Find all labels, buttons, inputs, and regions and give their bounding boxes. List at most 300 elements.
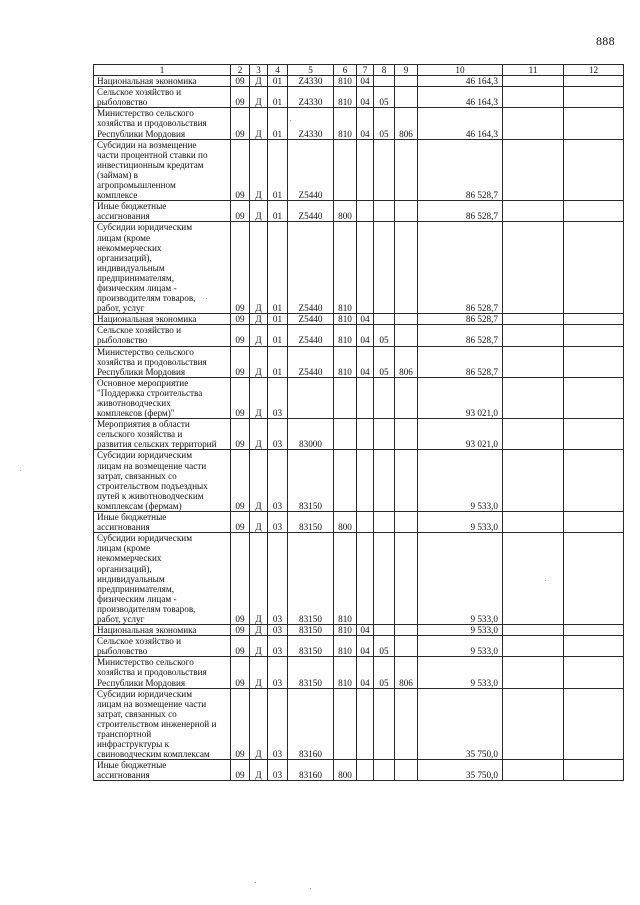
code-cell-c6: 810 [334,533,357,625]
row-name-line: ассигнования [97,770,150,781]
code-cell-c9: 806 [395,108,418,139]
code-cell-c7 [357,139,374,201]
column-header: 11 [503,65,564,76]
empty-cell-c11 [503,87,564,108]
row-name-line: хозяйства и продовольствия [97,356,207,367]
code-cell-c3: Д [250,108,268,139]
row-name-cell [94,139,231,201]
table-row [94,688,624,760]
row-name-line: затрат, связанных со [97,470,177,481]
empty-cell-c11 [503,325,564,346]
code-cell-c2: 09 [231,201,250,222]
header-row [94,65,624,76]
row-name-line: лицам (кроме [97,232,151,243]
row-name-line: работ, услуг [97,303,145,314]
code-cell-c6: 800 [334,512,357,533]
empty-cell-c11 [503,377,564,418]
empty-cell-c12 [564,377,624,418]
code-cell-c4: 03 [268,625,288,636]
empty-cell-c12 [564,108,624,139]
row-name-line: Иные бюджетные [97,760,167,771]
empty-cell-c11 [503,512,564,533]
empty-cell-c12 [564,325,624,346]
empty-cell-c11 [503,108,564,139]
row-name-line: части процентной ставки по [97,149,208,160]
row-name-line: рыболовство [97,97,148,108]
code-cell-c9 [395,419,418,450]
empty-cell-c12 [564,450,624,512]
code-cell-c5: 83150 [288,450,334,512]
row-name-cell [94,533,231,625]
code-cell-c7 [357,377,374,418]
code-cell-c8 [374,760,395,781]
table-row [94,87,624,108]
code-cell-c9 [395,87,418,108]
code-cell-c3: Д [250,201,268,222]
amount-cell: 93 021,0 [418,419,503,450]
amount-cell: 86 528,7 [418,346,503,377]
row-name-cell [94,760,231,781]
code-cell-c6: 810 [334,636,357,657]
code-cell-c2: 09 [231,450,250,512]
code-cell-c6 [334,377,357,418]
row-name-cell [94,688,231,760]
code-cell-c5: Z4330 [288,76,334,87]
row-name-line: Сельское хозяйство и [97,325,182,336]
code-cell-c5: Z4330 [288,87,334,108]
row-name-line: Основное мероприятие [97,377,189,388]
table-row [94,222,624,314]
row-name-line: физическим лицам - [97,282,177,293]
table-row [94,139,624,201]
code-cell-c5: 83150 [288,636,334,657]
row-name-cell [94,201,231,222]
row-name-line: Субсидии на возмещение [97,139,197,150]
column-header: 1 [94,65,231,76]
code-cell-c6: 810 [334,108,357,139]
row-name-line: "Поддержка строительства [97,387,203,398]
code-cell-c5: 83000 [288,419,334,450]
row-name-line: агропромышленном [97,180,176,191]
code-cell-c9 [395,325,418,346]
row-name-line: предпринимателям, [97,272,175,283]
empty-cell-c12 [564,87,624,108]
amount-cell: 9 533,0 [418,636,503,657]
column-header: 6 [334,65,357,76]
row-name-line: лицам (кроме [97,543,151,554]
table-row [94,325,624,346]
code-cell-c7 [357,533,374,625]
code-cell-c5: Z5440 [288,201,334,222]
empty-cell-c12 [564,636,624,657]
row-name-line: Республики Мордовия [97,677,186,688]
amount-cell: 86 528,7 [418,139,503,201]
row-name-line: Мероприятия в области [97,419,190,430]
page-number: 888 [596,34,615,48]
code-cell-c7 [357,450,374,512]
code-cell-c2: 09 [231,346,250,377]
code-cell-c7: 04 [357,108,374,139]
scan-speck [255,882,256,883]
code-cell-c7: 04 [357,314,374,325]
code-cell-c3: Д [250,314,268,325]
row-name-line: рыболовство [97,646,148,657]
row-name-cell [94,625,231,636]
code-cell-c3: Д [250,377,268,418]
code-cell-c3: Д [250,346,268,377]
row-name-line: Национальная экономика [97,314,197,325]
row-name-cell [94,450,231,512]
empty-cell-c12 [564,419,624,450]
code-cell-c2: 09 [231,222,250,314]
table-row [94,625,624,636]
row-name-line: организаций), [97,563,152,574]
row-name-cell [94,419,231,450]
row-name-cell [94,325,231,346]
code-cell-c6 [334,450,357,512]
code-cell-c5: Z5440 [288,314,334,325]
table-row [94,76,624,87]
code-cell-c3: Д [250,419,268,450]
code-cell-c6: 810 [334,325,357,346]
empty-cell-c11 [503,760,564,781]
empty-cell-c11 [503,657,564,688]
amount-cell: 86 528,7 [418,314,503,325]
code-cell-c4: 03 [268,533,288,625]
scan-speck [545,580,546,581]
code-cell-c4: 01 [268,76,288,87]
row-name-line: свиноводческим комплексам [97,749,210,760]
table-body [94,76,624,781]
empty-cell-c12 [564,314,624,325]
code-cell-c3: Д [250,139,268,201]
code-cell-c5: Z5440 [288,346,334,377]
code-cell-c9 [395,760,418,781]
code-cell-c4: 01 [268,346,288,377]
code-cell-c4: 03 [268,450,288,512]
column-header: 12 [564,65,624,76]
table-row [94,201,624,222]
empty-cell-c12 [564,688,624,760]
column-header: 3 [250,65,268,76]
empty-cell-c12 [564,201,624,222]
empty-cell-c12 [564,512,624,533]
code-cell-c2: 09 [231,87,250,108]
row-name-cell [94,222,231,314]
code-cell-c8: 05 [374,108,395,139]
code-cell-c5: Z4330 [288,108,334,139]
code-cell-c3: Д [250,533,268,625]
code-cell-c7 [357,222,374,314]
code-cell-c3: Д [250,688,268,760]
code-cell-c5: Z5440 [288,325,334,346]
empty-cell-c11 [503,201,564,222]
code-cell-c7 [357,760,374,781]
empty-cell-c12 [564,139,624,201]
row-name-line: транспортной [97,729,152,739]
code-cell-c6: 810 [334,76,357,87]
row-name-cell [94,636,231,657]
code-cell-c3: Д [250,625,268,636]
row-name-line: Иные бюджетные [97,512,167,523]
row-name-line: хозяйства и продовольствия [97,667,207,678]
amount-cell: 9 533,0 [418,625,503,636]
code-cell-c8 [374,533,395,625]
scan-speck [206,298,207,299]
row-name-line: затрат, связанных со [97,708,177,719]
code-cell-c5: 83150 [288,512,334,533]
row-name-line: Сельское хозяйство и [97,636,182,647]
code-cell-c4: 03 [268,636,288,657]
code-cell-c6 [334,139,357,201]
row-name-line: комплексе [97,190,138,201]
column-header: 2 [231,65,250,76]
code-cell-c4: 03 [268,688,288,760]
row-name-line: инфраструктуры к [97,739,170,750]
empty-cell-c11 [503,636,564,657]
empty-cell-c11 [503,346,564,377]
row-name-line: Министерство сельского [97,657,194,668]
table-row [94,419,624,450]
scan-speck [310,888,311,889]
code-cell-c6: 810 [334,222,357,314]
code-cell-c4: 01 [268,222,288,314]
table-row [94,450,624,512]
row-name-cell [94,512,231,533]
code-cell-c8 [374,139,395,201]
amount-cell: 35 750,0 [418,760,503,781]
code-cell-c8: 05 [374,657,395,688]
empty-cell-c12 [564,657,624,688]
row-name-line: Министерство сельского [97,108,194,119]
code-cell-c9 [395,688,418,760]
code-cell-c5: 83160 [288,688,334,760]
code-cell-c8: 05 [374,87,395,108]
row-name-cell [94,76,231,87]
code-cell-c6: 810 [334,87,357,108]
row-name-line: лицам на возмещение части [97,698,207,709]
code-cell-c2: 09 [231,108,250,139]
code-cell-c3: Д [250,450,268,512]
code-cell-c3: Д [250,222,268,314]
code-cell-c8 [374,512,395,533]
row-name-cell [94,346,231,377]
code-cell-c9 [395,314,418,325]
code-cell-c6 [334,688,357,760]
row-name-line: работ, услуг [97,613,145,624]
row-name-cell [94,87,231,108]
code-cell-c8 [374,201,395,222]
amount-cell: 35 750,0 [418,688,503,760]
code-cell-c7: 04 [357,87,374,108]
amount-cell: 86 528,7 [418,222,503,314]
code-cell-c8: 05 [374,346,395,377]
table-row [94,346,624,377]
row-name-line: лицам на возмещение части [97,460,207,471]
code-cell-c4: 03 [268,657,288,688]
row-name-line: производителям товаров, [97,603,196,614]
row-name-line: организаций), [97,252,152,263]
row-name-line: (займам) в [97,169,139,180]
row-name-line: некоммерческих [97,553,162,564]
code-cell-c8 [374,314,395,325]
code-cell-c9 [395,625,418,636]
column-header: 8 [374,65,395,76]
row-name-line: животноводческих [97,398,171,408]
code-cell-c3: Д [250,636,268,657]
row-name-line: индивидуальным [97,573,165,584]
row-name-line: рыболовство [97,335,148,346]
empty-cell-c11 [503,688,564,760]
empty-cell-c11 [503,533,564,625]
column-header: 9 [395,65,418,76]
code-cell-c8 [374,419,395,450]
code-cell-c2: 09 [231,76,250,87]
row-name-line: индивидуальным [97,262,165,273]
row-name-line: комплексов (ферм)" [97,408,175,419]
code-cell-c6: 800 [334,760,357,781]
amount-cell: 86 528,7 [418,201,503,222]
row-name-line: строительством инженерной и [97,718,217,729]
empty-cell-c11 [503,625,564,636]
row-name-line: Министерство сельского [97,346,194,357]
empty-cell-c11 [503,314,564,325]
code-cell-c5: 83160 [288,760,334,781]
empty-cell-c12 [564,533,624,625]
column-header: 5 [288,65,334,76]
row-name-line: Республики Мордовия [97,128,186,139]
amount-cell: 9 533,0 [418,450,503,512]
table-row [94,760,624,781]
code-cell-c6: 810 [334,657,357,688]
code-cell-c8: 05 [374,325,395,346]
row-name-line: некоммерческих [97,242,162,253]
code-cell-c3: Д [250,657,268,688]
empty-cell-c11 [503,450,564,512]
table-row [94,657,624,688]
code-cell-c2: 09 [231,533,250,625]
code-cell-c4: 01 [268,201,288,222]
code-cell-c2: 09 [231,314,250,325]
empty-cell-c11 [503,222,564,314]
table-row [94,636,624,657]
code-cell-c9 [395,636,418,657]
code-cell-c9 [395,512,418,533]
empty-cell-c11 [503,419,564,450]
code-cell-c8 [374,222,395,314]
amount-cell: 9 533,0 [418,533,503,625]
code-cell-c9 [395,377,418,418]
code-cell-c7: 04 [357,625,374,636]
row-name-line: строительством подъездных [97,480,208,491]
code-cell-c9 [395,76,418,87]
code-cell-c7: 04 [357,325,374,346]
row-name-line: сельского хозяйства и [97,429,183,440]
code-cell-c6 [334,419,357,450]
table-row [94,108,624,139]
row-name-line: развития сельских территорий [97,439,217,450]
scan-speck [20,470,21,471]
code-cell-c5: 83150 [288,657,334,688]
code-cell-c3: Д [250,760,268,781]
code-cell-c4: 01 [268,87,288,108]
column-header: 10 [418,65,503,76]
code-cell-c5 [288,377,334,418]
code-cell-c3: Д [250,325,268,346]
row-name-line: Национальная экономика [97,76,197,87]
table-row [94,377,624,418]
code-cell-c2: 09 [231,657,250,688]
code-cell-c9: 806 [395,346,418,377]
row-name-cell [94,108,231,139]
code-cell-c2: 09 [231,419,250,450]
code-cell-c5: 83150 [288,625,334,636]
empty-cell-c12 [564,76,624,87]
code-cell-c5: Z5440 [288,222,334,314]
scan-speck [290,120,291,121]
code-cell-c7: 04 [357,76,374,87]
row-name-line: Субсидии юридическим [97,222,193,233]
empty-cell-c12 [564,222,624,314]
row-name-line: производителям товаров, [97,293,196,304]
row-name-cell [94,314,231,325]
budget-table [93,64,624,781]
code-cell-c7 [357,688,374,760]
code-cell-c2: 09 [231,636,250,657]
empty-cell-c12 [564,625,624,636]
row-name-line: комплексам (фермам) [97,500,182,511]
code-cell-c4: 03 [268,377,288,418]
row-name-line: инвестиционным кредитам [97,159,204,170]
table-row [94,533,624,625]
code-cell-c7: 04 [357,636,374,657]
code-cell-c8 [374,688,395,760]
row-name-line: Субсидии юридическим [97,533,193,544]
code-cell-c7 [357,512,374,533]
empty-cell-c12 [564,760,624,781]
row-name-line: Субсидии юридическим [97,688,193,699]
code-cell-c6: 810 [334,314,357,325]
code-cell-c4: 01 [268,108,288,139]
code-cell-c2: 09 [231,325,250,346]
code-cell-c8 [374,76,395,87]
code-cell-c2: 09 [231,625,250,636]
row-name-line: Сельское хозяйство и [97,87,182,98]
code-cell-c5: Z5440 [288,139,334,201]
amount-cell: 46 164,3 [418,76,503,87]
amount-cell: 46 164,3 [418,108,503,139]
code-cell-c9: 806 [395,657,418,688]
code-cell-c4: 01 [268,325,288,346]
empty-cell-c11 [503,139,564,201]
row-name-line: Иные бюджетные [97,201,167,212]
row-name-line: ассигнования [97,211,150,222]
code-cell-c7 [357,201,374,222]
code-cell-c3: Д [250,87,268,108]
code-cell-c6: 810 [334,346,357,377]
column-header: 4 [268,65,288,76]
code-cell-c7: 04 [357,657,374,688]
code-cell-c7 [357,419,374,450]
code-cell-c8 [374,450,395,512]
amount-cell: 86 528,7 [418,325,503,346]
code-cell-c9 [395,533,418,625]
code-cell-c2: 09 [231,377,250,418]
code-cell-c6: 810 [334,625,357,636]
code-cell-c3: Д [250,512,268,533]
code-cell-c9 [395,201,418,222]
code-cell-c4: 03 [268,419,288,450]
